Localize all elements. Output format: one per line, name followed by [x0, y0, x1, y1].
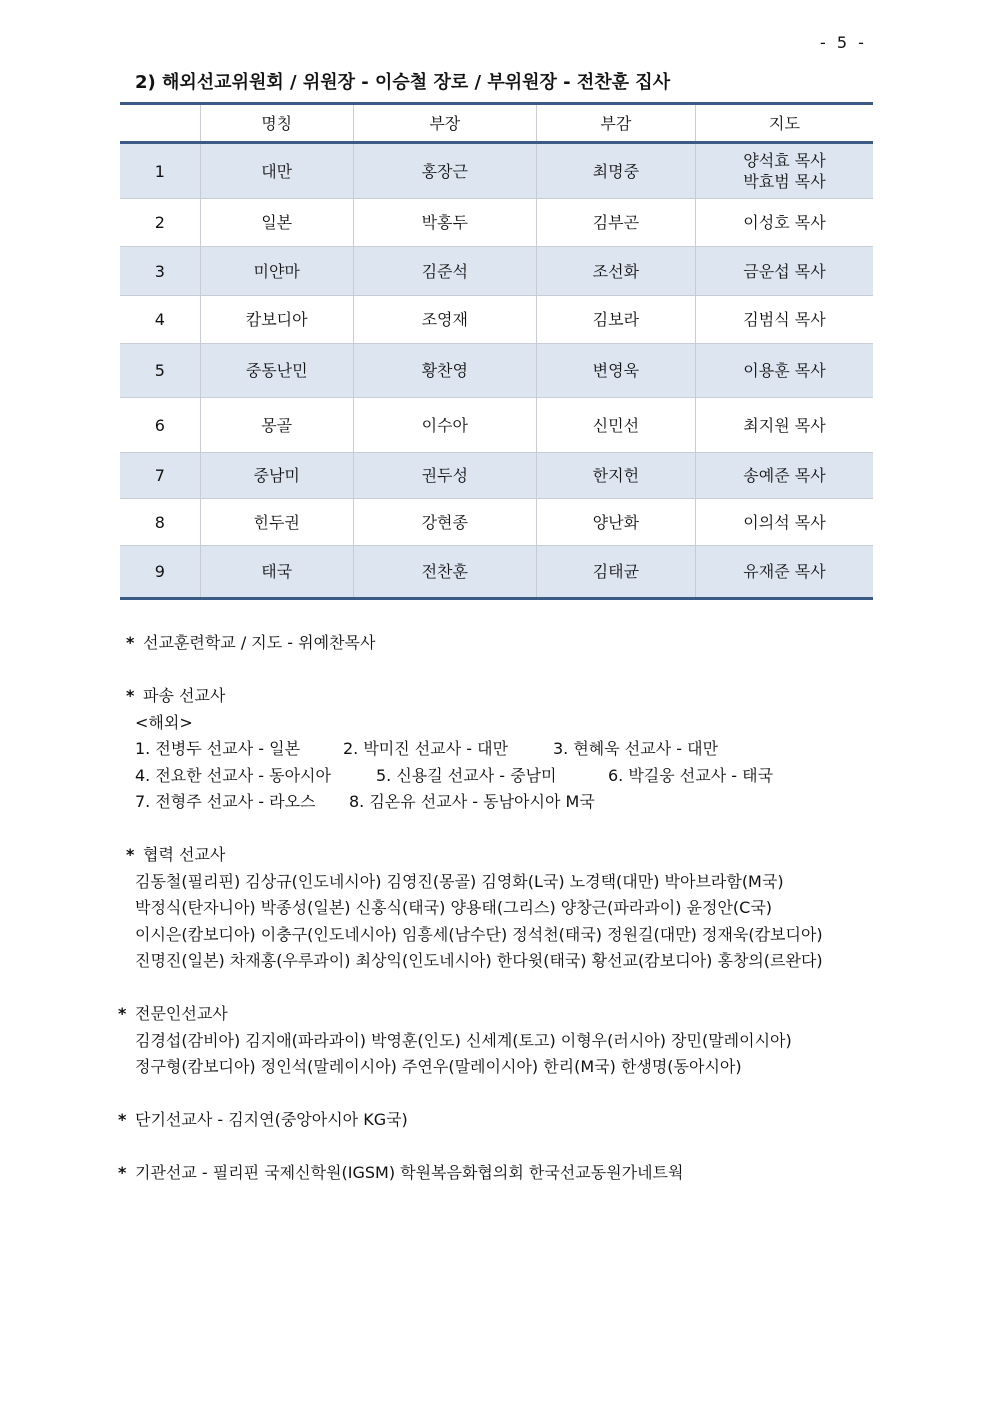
row-number: 6 — [154, 415, 165, 435]
cooperating-line: 박정식(탄자니아) 박종성(일본) 신홍식(태국) 양용태(그리스) 양창근(파라과이) 윤정안(C국) — [135, 898, 773, 917]
row-number: 4 — [154, 310, 165, 329]
list-item: 1. 전병두 선교사 - 일본 — [135, 739, 301, 758]
bullet-marker: * — [126, 845, 135, 864]
row-head: 이수아 — [353, 398, 536, 453]
row-vice: 김태균 — [536, 546, 695, 599]
table-row — [120, 453, 873, 499]
row-head: 조영재 — [353, 296, 536, 344]
institutional-section — [118, 1160, 878, 1187]
row-vice: 양난화 — [536, 499, 695, 546]
table-row — [120, 143, 873, 199]
row-vice: 신민선 — [536, 398, 695, 453]
sent-missionaries-section — [118, 683, 878, 816]
bullet-marker: * — [118, 1004, 127, 1023]
short-term-text: 단기선교사 - 김지연(중앙아시아 KG국) — [135, 1110, 408, 1129]
row-head: 권두성 — [353, 453, 536, 499]
row-name: 몽골 — [200, 398, 353, 453]
section-title: 2) 해외선교위원회 / 위원장 - 이승철 장로 / 부위원장 - 전찬훈 집사 — [135, 72, 671, 93]
row-number: 2 — [154, 213, 165, 232]
header-head: 부장 — [353, 104, 536, 143]
row-name: 중동난민 — [200, 344, 353, 398]
row-guide-line: 박효범 목사 — [743, 172, 826, 191]
short-term-section — [118, 1107, 878, 1134]
table-row — [120, 499, 873, 546]
row-guide: 이성호 목사 — [695, 199, 873, 247]
bullet-marker: * — [118, 1163, 127, 1182]
row-guide — [695, 143, 873, 199]
header-guide: 지도 — [695, 104, 873, 143]
row-vice: 김부곤 — [536, 199, 695, 247]
training-school-text: 선교훈련학교 / 지도 - 위예찬목사 — [143, 633, 376, 652]
row-name: 힌두권 — [200, 499, 353, 546]
list-item: 4. 전요한 선교사 - 동아시아 — [135, 765, 331, 785]
row-guide: 유재준 목사 — [695, 546, 873, 599]
list-item: 3. 현혜욱 선교사 - 대만 — [553, 739, 719, 758]
row-head: 전찬훈 — [353, 546, 536, 599]
professional-missionaries-section — [118, 1001, 878, 1081]
row-name: 태국 — [200, 546, 353, 599]
row-number: 9 — [154, 562, 165, 581]
row-vice: 변영욱 — [536, 344, 695, 398]
row-vice: 한지헌 — [536, 453, 695, 499]
professional-line: 김경섭(감비아) 김지애(파라과이) 박영훈(인도) 신세계(토고) 이형우(러시아) 장민(말레이시아) — [135, 1030, 792, 1050]
row-name: 중남미 — [200, 453, 353, 499]
row-guide: 김범식 목사 — [695, 296, 873, 344]
row-number: 1 — [154, 161, 165, 181]
row-guide: 이용훈 목사 — [695, 344, 873, 398]
row-head: 박홍두 — [353, 199, 536, 247]
row-number: 5 — [154, 361, 165, 380]
row-number: 8 — [154, 512, 165, 532]
row-head: 홍장근 — [353, 143, 536, 199]
cooperating-line: 이시은(캄보디아) 이충구(인도네시아) 임흥세(남수단) 정석천(태국) 정원길(대만) 정재욱(캄보디아) — [135, 924, 823, 944]
row-name: 일본 — [200, 199, 353, 247]
list-item: 5. 신용길 선교사 - 중남미 — [376, 765, 557, 785]
row-name: 대만 — [200, 143, 353, 199]
header-vice: 부감 — [536, 104, 695, 143]
row-guide-line: 양석효 목사 — [743, 151, 826, 170]
row-vice: 김보라 — [536, 296, 695, 344]
row-head: 강현종 — [353, 499, 536, 546]
row-guide: 송예준 목사 — [695, 453, 873, 499]
table-row — [120, 247, 873, 296]
cooperating-missionaries-section — [118, 842, 878, 975]
row-name: 캄보디아 — [200, 296, 353, 344]
missionary-notes — [118, 630, 878, 1187]
table-row — [120, 344, 873, 398]
table-header-row — [120, 104, 873, 143]
row-name: 미얀마 — [200, 247, 353, 296]
row-number: 7 — [154, 466, 165, 485]
sent-missionaries-title: 파송 선교사 — [143, 686, 226, 705]
page-number: - 5 - — [820, 33, 867, 52]
header-name: 명칭 — [200, 104, 353, 143]
row-head: 황찬영 — [353, 344, 536, 398]
header-number — [120, 104, 200, 143]
table-row — [120, 398, 873, 453]
professional-title: 전문인선교사 — [135, 1004, 228, 1023]
list-item: 7. 전형주 선교사 - 라오스 — [135, 792, 316, 811]
cooperating-title: 협력 선교사 — [143, 845, 226, 864]
institutional-text: 기관선교 - 필리핀 국제신학원(IGSM) 학원복음화협의회 한국선교동원가네트웍 — [135, 1163, 684, 1182]
cooperating-line: 진명진(일본) 차재홍(우루과이) 최상익(인도네시아) 한다윗(태국) 황선교(캄보디아) 홍창의(르완다) — [135, 951, 823, 970]
professional-line: 정구형(캄보디아) 정인석(말레이시아) 주연우(말레이시아) 한리(M국) 한생명(동아시아) — [135, 1057, 742, 1076]
training-school-section — [118, 630, 878, 657]
table-row — [120, 199, 873, 247]
mission-committee-table — [120, 102, 873, 600]
list-item: 2. 박미진 선교사 - 대만 — [343, 739, 509, 758]
table-row — [120, 546, 873, 599]
cooperating-line: 김동철(필리핀) 김상규(인도네시아) 김영진(몽골) 김영화(L국) 노경택(대만) 박아브라함(M국) — [135, 871, 784, 891]
sent-missionaries-subtitle: <해외> — [135, 712, 193, 732]
list-item: 8. 김온유 선교사 - 동남아시아 M국 — [349, 792, 595, 811]
bullet-marker: * — [118, 1110, 127, 1129]
row-guide: 금운섭 목사 — [695, 247, 873, 296]
table-row — [120, 296, 873, 344]
row-number: 3 — [154, 261, 165, 281]
bullet-marker: * — [126, 686, 135, 705]
row-vice: 조선화 — [536, 247, 695, 296]
sent-missionaries-line — [118, 789, 878, 816]
row-guide: 이의석 목사 — [695, 499, 873, 546]
sent-missionaries-line — [118, 736, 878, 763]
row-head: 김준석 — [353, 247, 536, 296]
sent-missionaries-line — [118, 763, 878, 790]
bullet-marker: * — [126, 633, 135, 652]
list-item: 6. 박길웅 선교사 - 태국 — [608, 765, 774, 785]
row-guide: 최지원 목사 — [695, 398, 873, 453]
row-vice: 최명중 — [536, 143, 695, 199]
